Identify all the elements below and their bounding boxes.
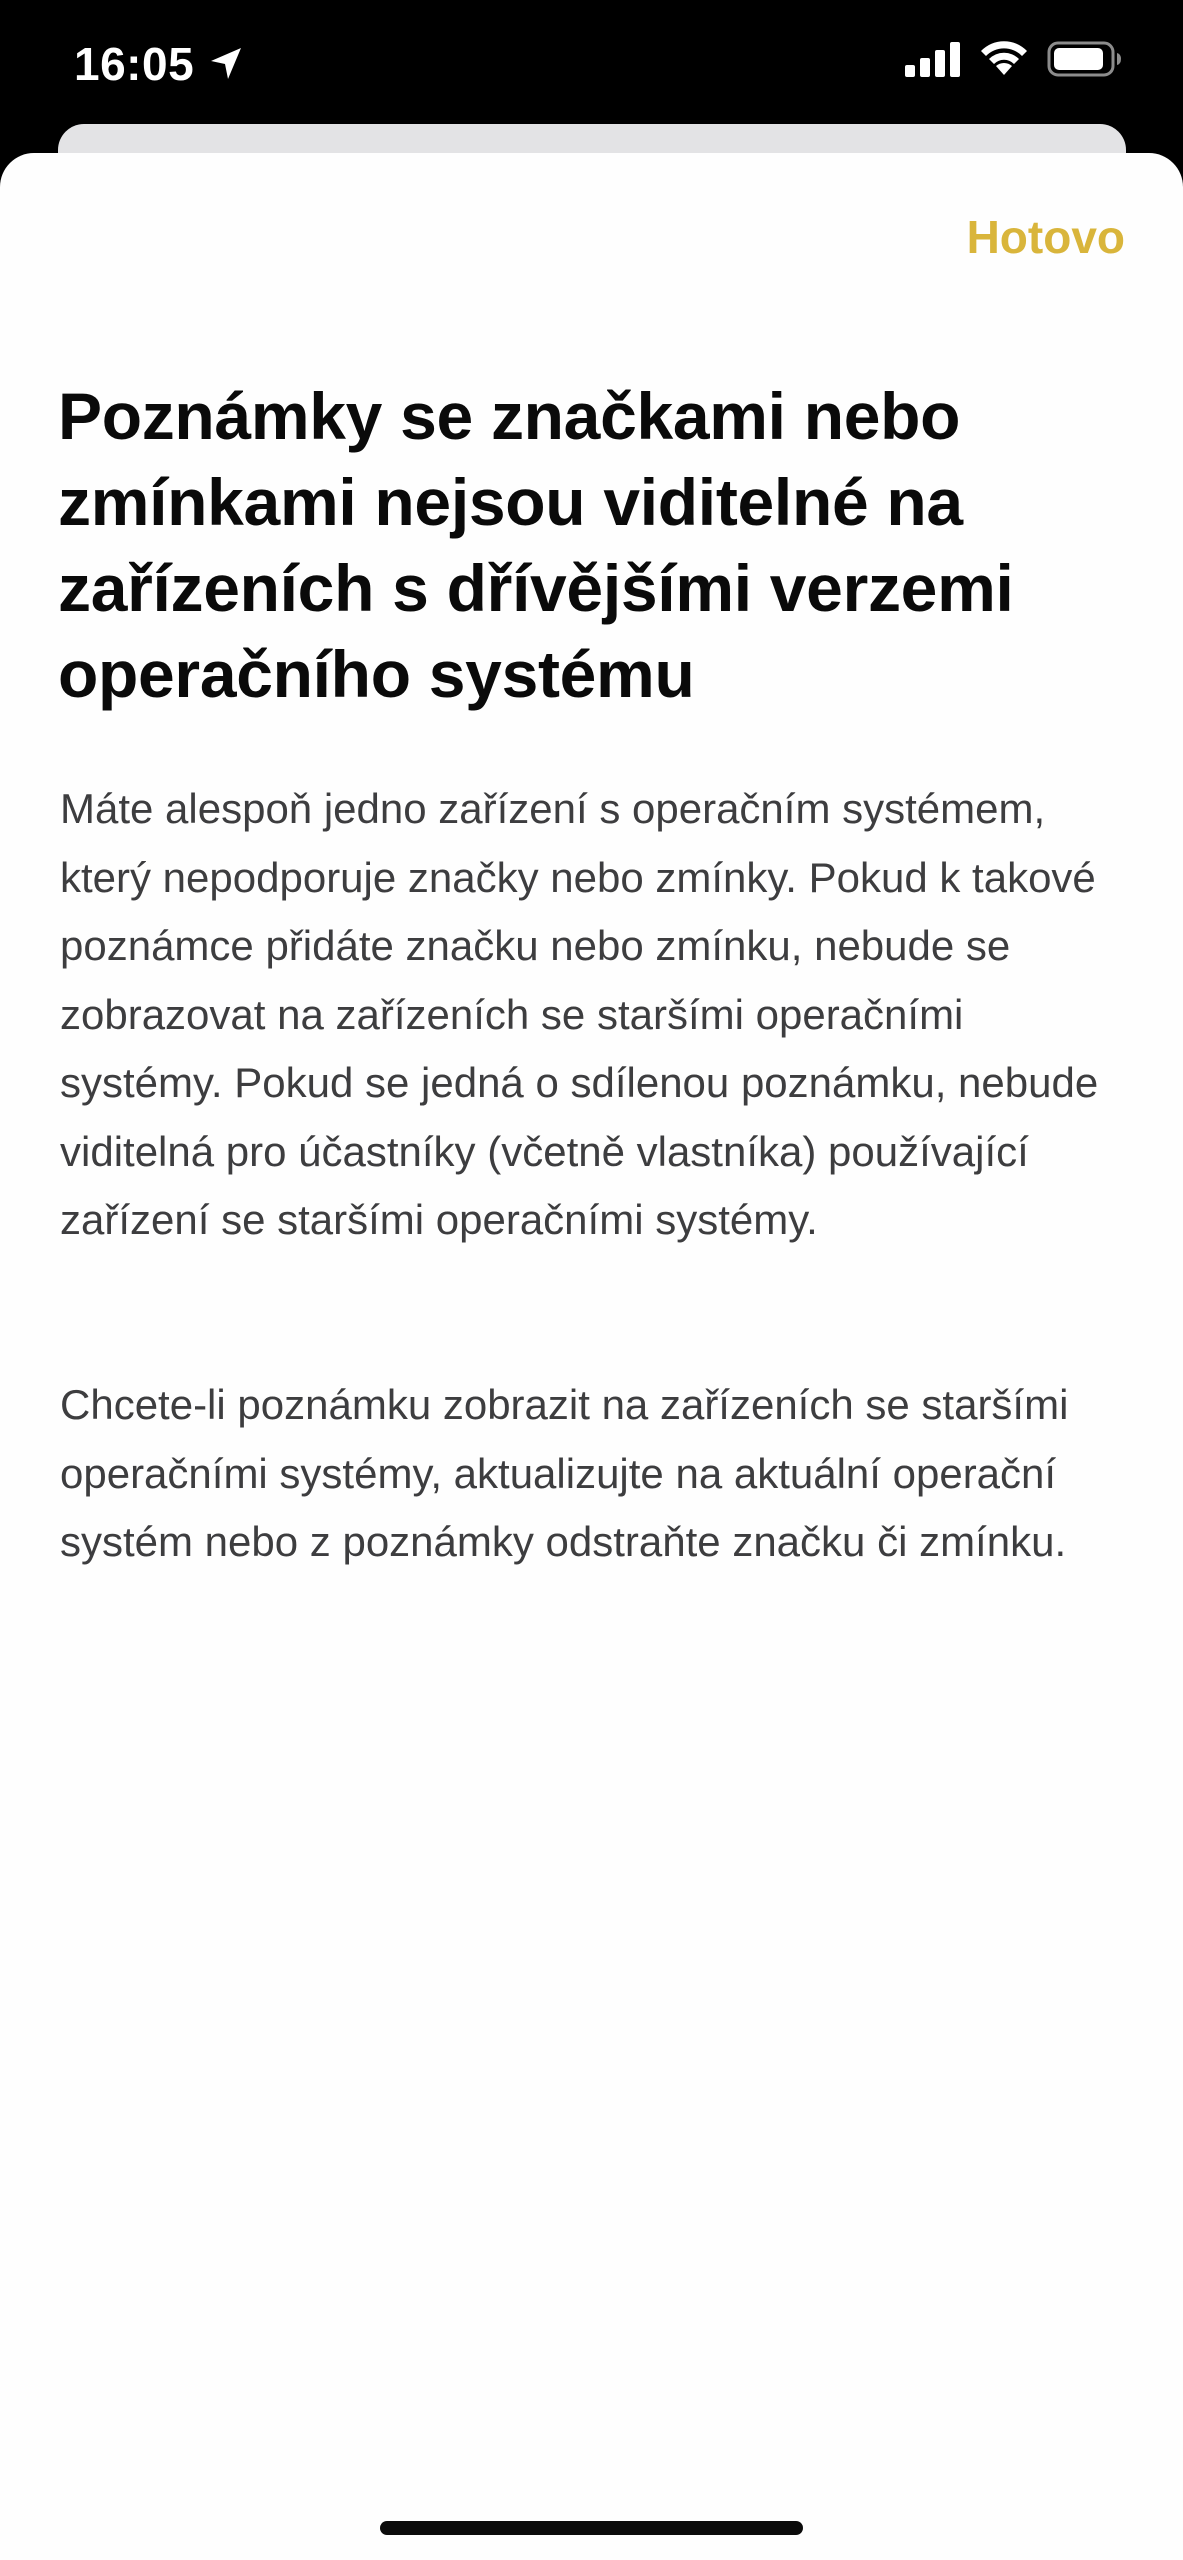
sheet-title: Poznámky se značkami nebo zmínkami nejsou viditelné na zařízeních s dřívějšími verzemi operačního systému [58, 379, 1014, 711]
home-indicator[interactable] [380, 2521, 803, 2535]
body-paragraph-1: Máte alespoň jedno zařízení s operačním systémem, který nepodporuje značky nebo zmínky. Pokud k takové poznámce přidáte značku nebo zmínku, nebude se zobrazovat na zařízeních se staršími operačními systémy. Pokud se jedná o sdílenou poznámku, nebude viditelná pro účastníky (včetně vlastníka) používající zařízení se staršími operačními systémy. [60, 785, 1099, 1243]
body-paragraph-2: Chcete-li poznámku zobrazit na zařízeních se staršími operačními systémy, aktualizujte na aktuální operační systém nebo z poznámky odstraňte značku či zmínku. [60, 1381, 1069, 1565]
status-time-group [74, 36, 246, 92]
location-arrow-icon [206, 44, 246, 84]
status-bar [0, 0, 1183, 130]
cellular-signal-icon [905, 41, 961, 77]
done-button[interactable]: Hotovo [966, 211, 1125, 263]
battery-icon [1047, 40, 1123, 78]
status-icons [905, 40, 1123, 78]
status-time: 16:05 [74, 38, 195, 90]
wifi-icon [979, 40, 1029, 78]
info-sheet [0, 153, 1183, 2560]
